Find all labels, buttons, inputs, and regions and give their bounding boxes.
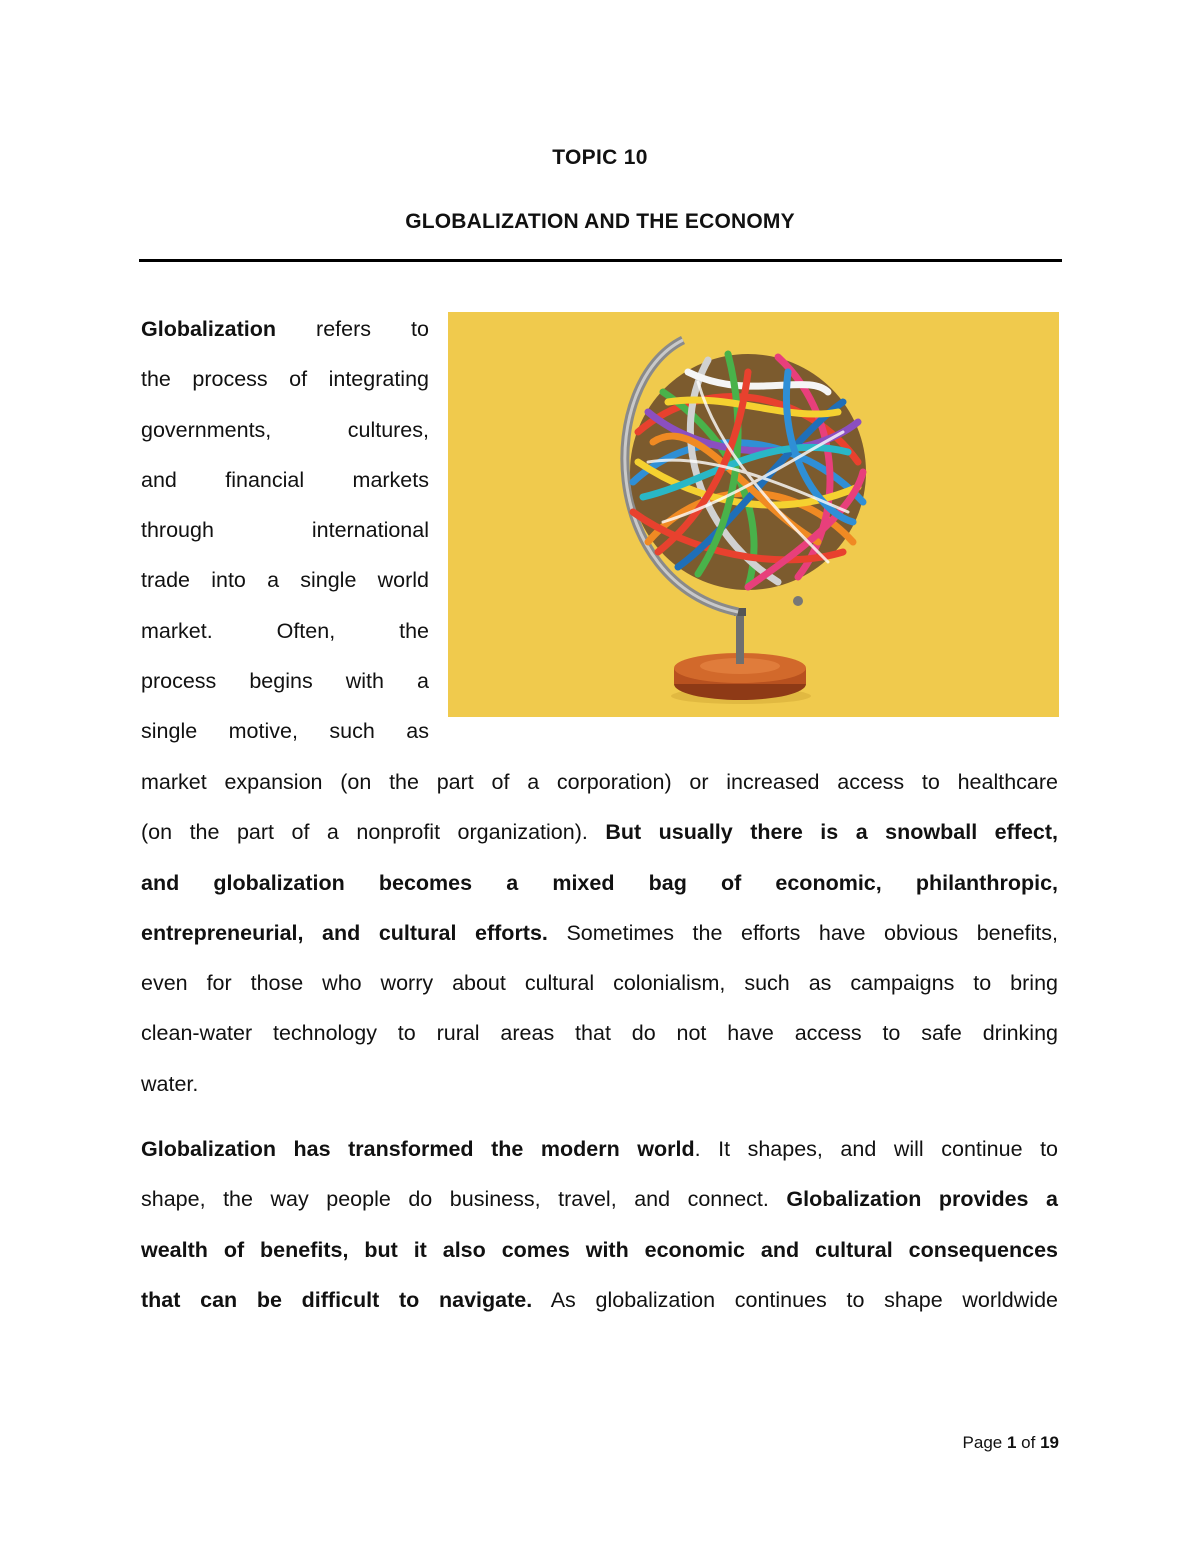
text-line: and financial markets [141, 467, 429, 492]
line-text: . It shapes, and will continue to [694, 1137, 1059, 1161]
bold-text: Globalization provides a [786, 1187, 1058, 1212]
text-line: trade into a single world [141, 568, 429, 593]
line-text: shape, the way people do business, travel, and connect. [141, 1187, 787, 1212]
bold-text: entrepreneurial, and cultural efforts. [141, 920, 548, 945]
text-line: process begins with a [141, 669, 429, 694]
paragraph-2 [141, 1124, 1058, 1325]
text-line: water. [141, 1071, 199, 1096]
line-text: As globalization continues to shape worldwide [532, 1287, 1058, 1312]
text-line: even for those who worry about cultural colonialism, such as campaigns to bring [141, 971, 1058, 996]
line-text: refers to [275, 317, 429, 341]
text-line [141, 1174, 1058, 1224]
text-line [141, 1275, 1058, 1325]
bold-text: and globalization becomes a mixed bag of economic, philanthropic, [141, 870, 1058, 895]
paragraph-1-continued [141, 757, 1058, 1109]
text-line: through international [141, 518, 429, 543]
page-of: of [1016, 1433, 1041, 1452]
paragraph-1-column [141, 304, 429, 757]
text-line: single motive, such as [141, 719, 429, 744]
document-title: GLOBALIZATION AND THE ECONOMY [405, 210, 795, 233]
bold-term: Globalization [141, 317, 276, 341]
text-line [141, 1225, 1058, 1275]
text-line: market expansion (on the part of a corporation) or increased access to healthcare [141, 770, 1058, 794]
text-line: clean-water technology to rural areas that do not have access to safe drinking [141, 1021, 1058, 1046]
title-divider [139, 259, 1062, 262]
page-current: 1 [1006, 1433, 1017, 1452]
text-line [141, 858, 1058, 908]
bold-text: But usually there is a snowball effect, [605, 820, 1058, 845]
text-line [141, 1124, 1058, 1174]
text-line [141, 807, 1058, 857]
line-text: (on the part of a nonprofit organization). [141, 820, 606, 845]
text-line: the process of integrating [141, 367, 429, 392]
page-prefix: Page [962, 1433, 1007, 1452]
bold-text: Globalization has transformed the modern world [141, 1137, 695, 1161]
topic-label: TOPIC 10 [552, 146, 648, 169]
text-line: market. Often, the [141, 618, 429, 643]
rubber-band-globe-image [448, 312, 1059, 717]
bold-text: wealth of benefits, but it also comes with economic and cultural consequences [141, 1237, 1058, 1262]
text-line [141, 304, 429, 354]
page-total: 19 [1040, 1433, 1059, 1452]
line-text: Sometimes the efforts have obvious benefits, [547, 920, 1058, 945]
bold-text: that can be difficult to navigate. [141, 1287, 533, 1312]
text-line [141, 908, 1058, 958]
page-number [963, 1433, 1059, 1453]
text-line: governments, cultures, [141, 417, 429, 442]
globe-illustration [448, 312, 1059, 717]
